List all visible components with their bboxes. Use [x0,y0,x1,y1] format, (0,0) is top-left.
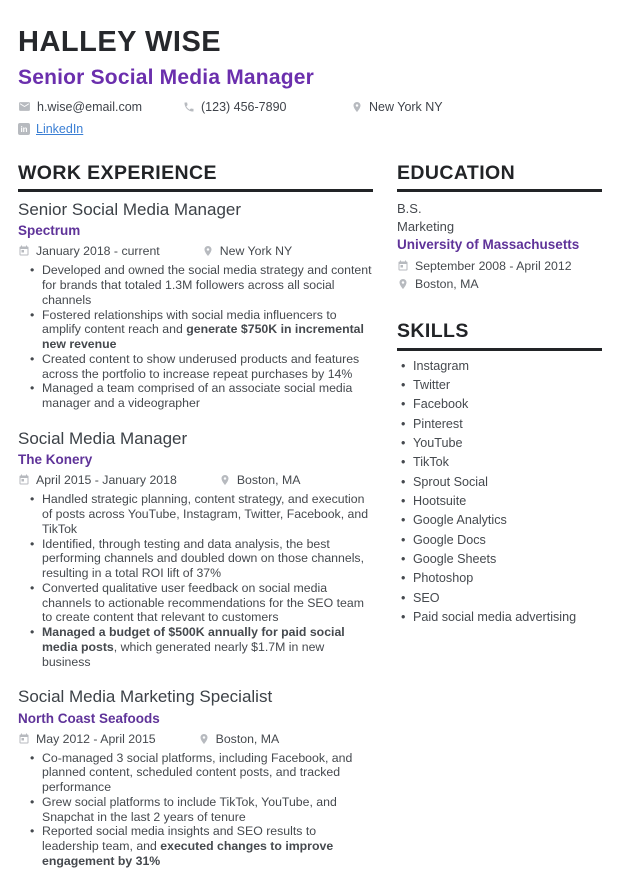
job-dates [18,244,160,258]
education-location [397,277,602,291]
resume-sidebar [397,163,602,887]
education-heading: EDUCATION [397,163,602,192]
job-company: North Coast Seafoods [18,710,160,726]
job-entry [18,200,373,411]
education-dates-text: September 2008 - April 2012 [415,259,572,274]
contact-row [18,100,602,114]
job-location [219,473,301,487]
job-list [18,200,373,869]
phone-icon [183,101,195,113]
education-dates [397,259,602,273]
contact-email [18,100,183,114]
skill-item: • Hootsuite [413,494,602,510]
job-meta [18,244,373,258]
skill-item: • Google Analytics [413,513,602,529]
job-bullet: • Grew social platforms to include TikTok, YouTube, and Snapchat in the last 2 years of tenure [42,795,373,825]
job-location-text: Boston, MA [215,731,280,746]
skill-item: • Google Docs [413,533,602,549]
skill-item: • Instagram [413,359,602,375]
skill-item: • Photoshop [413,571,602,587]
skill-item: • Google Sheets [413,552,602,568]
job-bullet: • Developed and owned the social media strategy and content for brands that totaled 1.3M followers across all social channels [42,263,373,307]
map-pin-icon [351,101,363,113]
contact-linkedin [18,122,83,136]
job-bullet: • Handled strategic planning, content strategy, and execution of posts across YouTube, Instagram, Twitter, Facebook, and TikTok [42,492,373,536]
job-meta [18,473,373,487]
job-location-text: New York NY [219,244,293,259]
job-dates-text: January 2018 - current [36,244,160,259]
job-bullet: • Created content to show underused products and features across the portfolio to increase repeat purchases by 14% [42,352,373,382]
contact-phone-text: (123) 456-7890 [201,99,287,114]
job-location [202,244,292,258]
work-experience-heading: WORK EXPERIENCE [18,163,373,192]
resume-body [18,163,602,887]
education-section [397,163,602,292]
calendar-icon [18,245,30,257]
contact-location-text: New York NY [369,99,443,114]
job-dates [18,473,177,487]
job-bullets [18,492,373,669]
job-title: Social Media Marketing Specialist [18,687,273,707]
job-bullet: • Identified, through testing and data analysis, the best performing channels and doubled down on those channels, resulting in a total ROI lift of 37% [42,537,373,581]
job-bullet: • Fostered relationships with social media influencers to amplify content reach and generate $750K in incremental new revenue [42,308,373,352]
education-field: Marketing [397,219,455,235]
job-bullet: • Managed a budget of $500K annually for paid social media posts, which generated nearly $1.7M in new business [42,625,373,669]
job-entry [18,687,373,868]
job-company: Spectrum [18,223,81,239]
resume-header [18,26,602,136]
contact-phone [183,100,351,114]
skill-item: • Pinterest [413,417,602,433]
job-title: Senior Social Media Manager [18,200,242,219]
job-bullet: • Reported social media insights and SEO results to leadership team, and executed changes to improve engagement by 31% [42,824,373,868]
map-pin-icon [202,245,214,257]
education-degree: B.S. [397,201,422,216]
skills-heading: SKILLS [397,321,602,350]
linkedin-link[interactable]: LinkedIn [36,121,84,136]
skill-item: • SEO [413,591,602,607]
skill-item: • Twitter [413,378,602,394]
skill-item: • Facebook [413,397,602,413]
job-location-text: Boston, MA [236,473,301,488]
candidate-job-title: Senior Social Media Manager [18,66,314,90]
job-meta [18,732,373,746]
skill-item: • Paid social media advertising [413,610,602,626]
contact-location [351,100,443,114]
envelope-icon [18,100,31,113]
map-pin-icon [219,474,231,486]
job-company: The Konery [18,452,93,468]
skill-item: • Sprout Social [413,475,602,491]
svg-text:in: in [20,124,28,134]
calendar-icon [397,260,409,272]
job-title: Social Media Manager [18,428,188,448]
work-experience-section [18,163,373,887]
job-bullets [18,263,373,411]
contact-email-text: h.wise@email.com [37,99,143,114]
map-pin-icon [397,278,409,290]
skills-section [397,321,602,625]
contact-row-2 [18,122,602,136]
linkedin-icon [18,123,30,135]
education-school: University of Massachusetts [397,237,580,253]
job-bullet: • Managed a team comprised of an associate social media manager and a videographer [42,381,373,411]
job-bullet: • Converted qualitative user feedback on social media channels to actionable recommendations for the SEO team to create content that relevant to customers [42,581,373,625]
education-location-text: Boston, MA [415,277,479,292]
job-dates-text: May 2012 - April 2015 [36,731,156,746]
job-entry [18,429,373,669]
job-dates [18,732,156,746]
skill-item: • YouTube [413,436,602,452]
job-location [198,732,280,746]
calendar-icon [18,474,30,486]
skill-item: • TikTok [413,455,602,471]
job-bullets [18,751,373,869]
calendar-icon [18,733,30,745]
job-dates-text: April 2015 - January 2018 [36,473,177,488]
candidate-name: HALLEY WISE [18,26,222,58]
map-pin-icon [198,733,210,745]
job-bullet: • Co-managed 3 social platforms, including Facebook, and planned content, scheduled content posts, and tracked performance [42,751,373,795]
skills-list [397,359,602,626]
